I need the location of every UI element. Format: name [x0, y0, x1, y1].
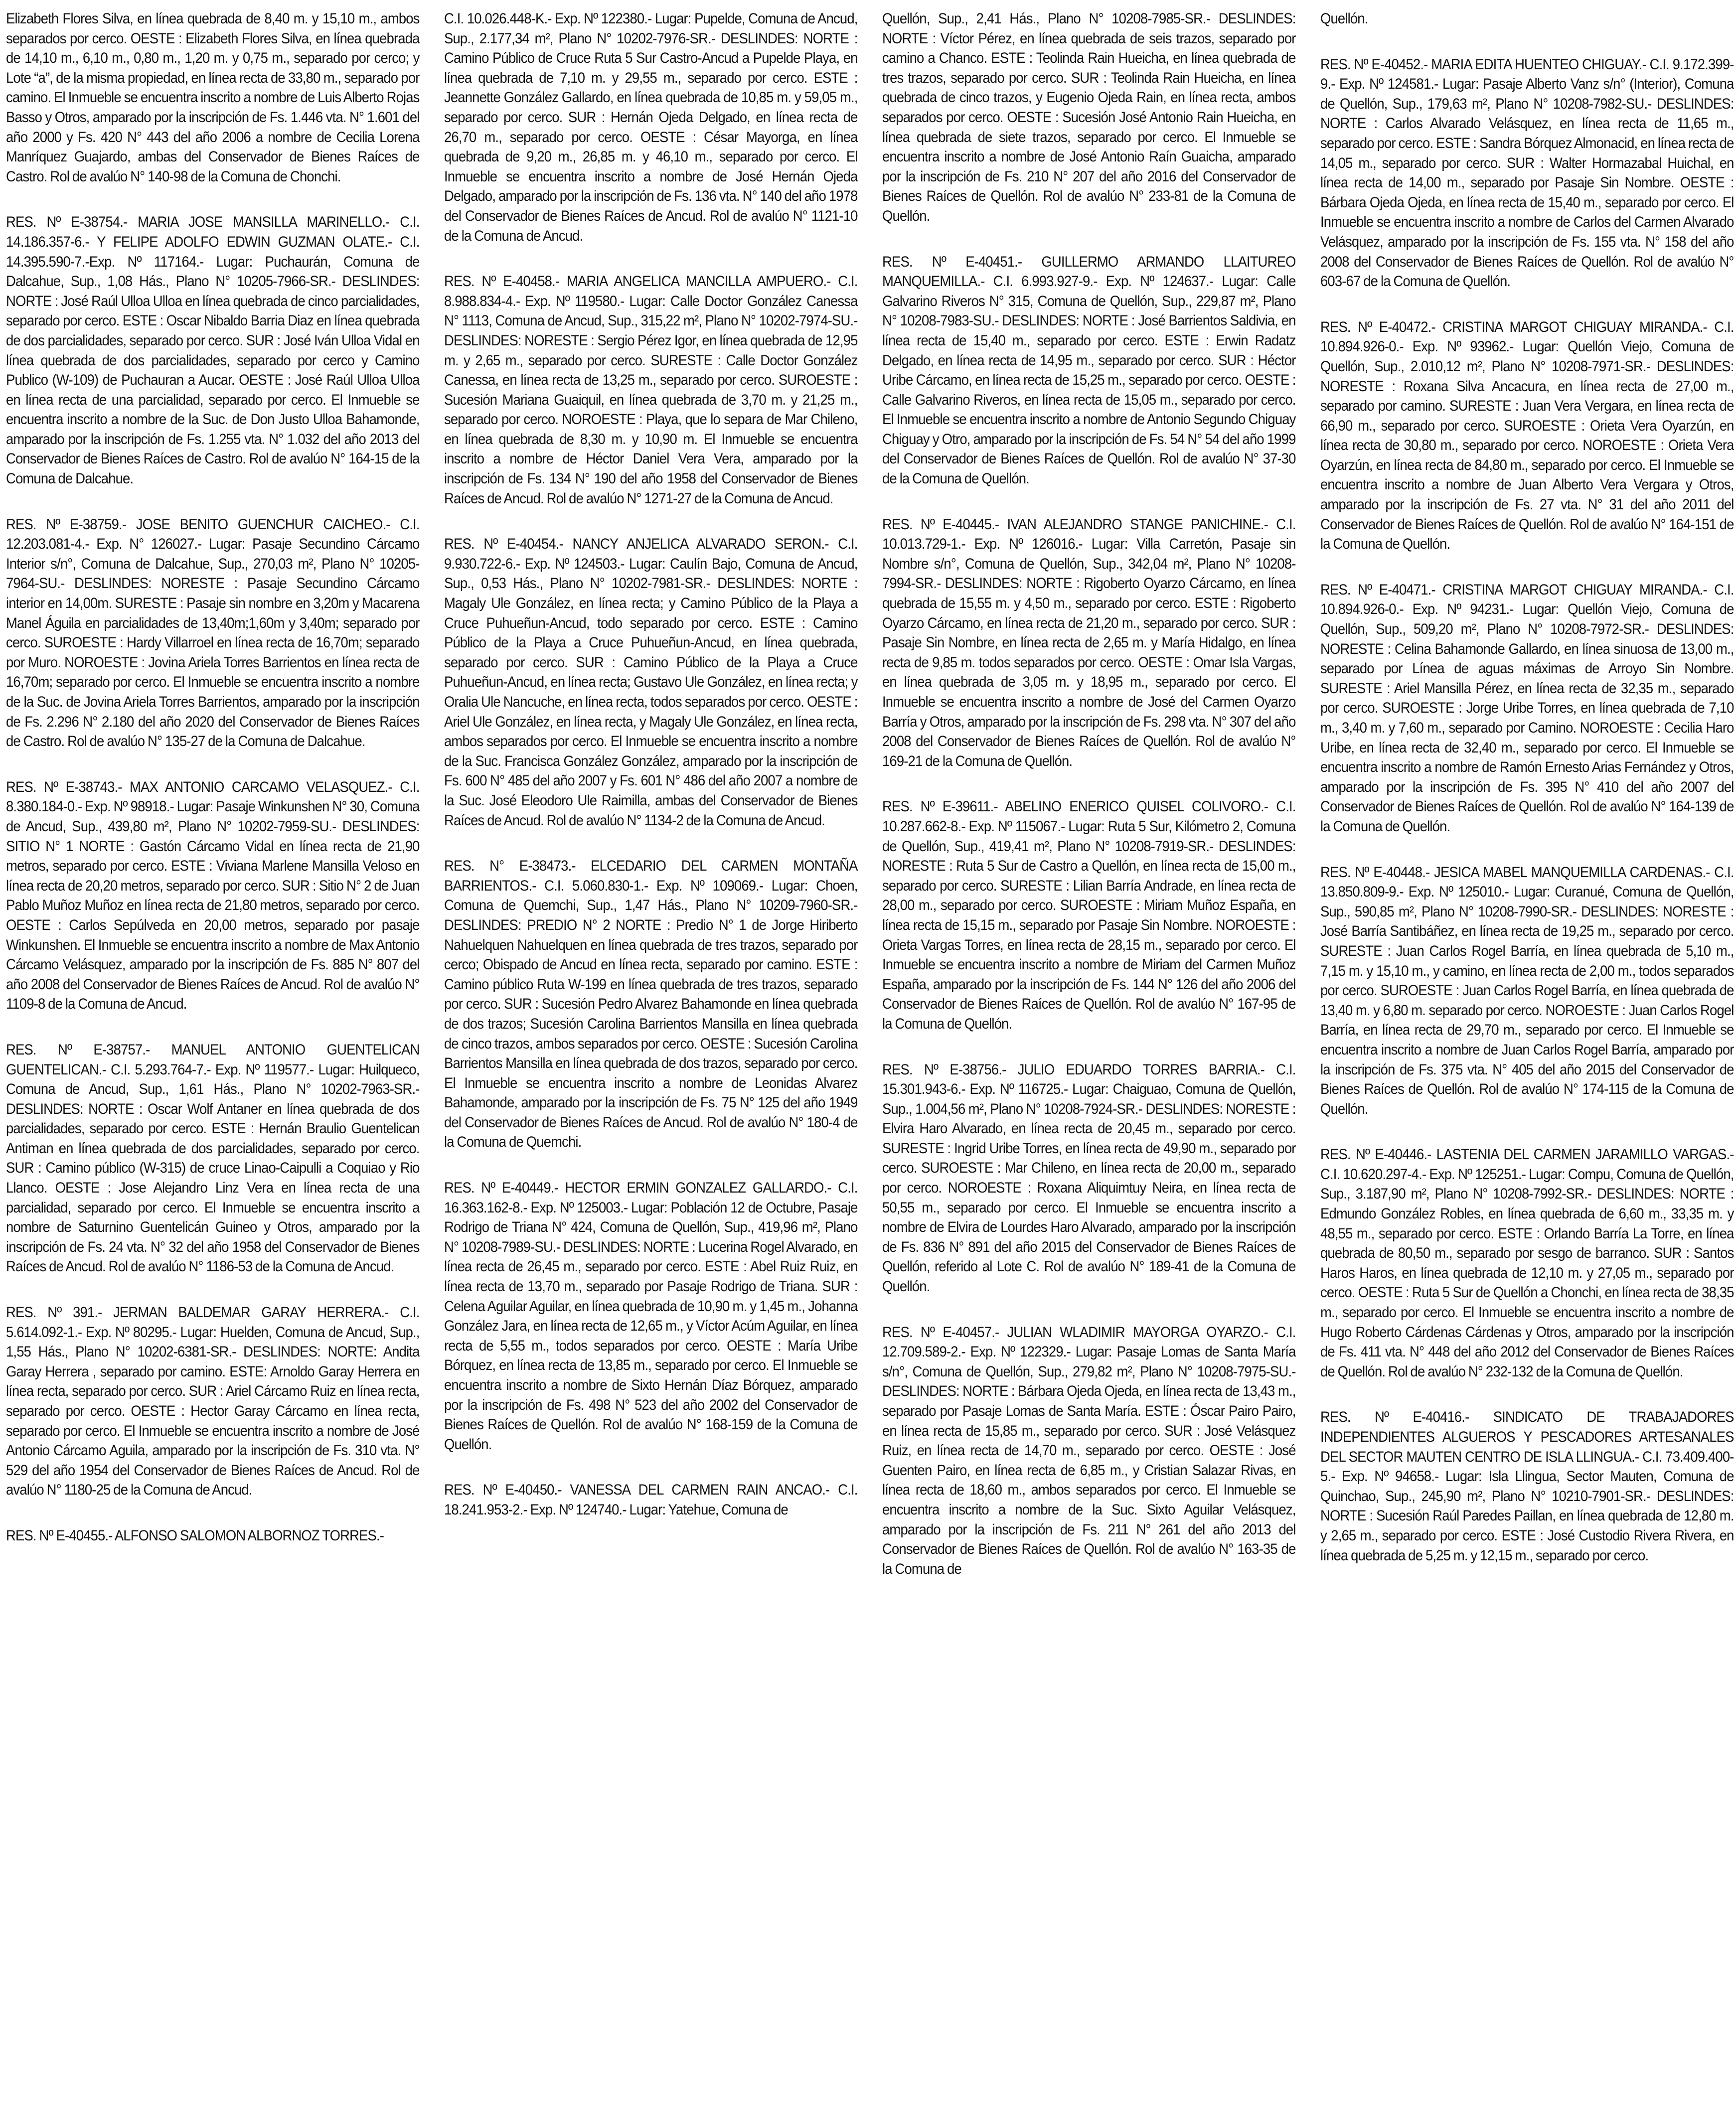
legal-notice: RES. Nº E-40455.- ALFONSO SALOMON ALBORNOZ TORRES.-	[6, 1527, 384, 1544]
column-4	[1320, 9, 1734, 2119]
legal-notice: RES. Nº E-38756.- JULIO EDUARDO TORRES BARRIA.- C.I. 15.301.943-6.- Exp. Nº 116725.- Lugar: Chaiguao, Comuna de Quellón, Sup., 1.004,56 m², Plano N° 10208-7924-SR.- DESLINDES: NORESTE : Elvira Haro Alvarado, en línea recta de 20,45 m., separado por cerco. SURESTE : Ingrid Uribe Torres, en línea recta de 49,90 m., separado por cerco. SUROESTE : Mar Chileno, en línea recta de 20,00 m., separado por cerco. NOROESTE : Roxana Aliquimtuy Neira, en línea recta de 50,55 m., separado por cerco. El Inmueble se encuentra inscrito a nombre de Elvira de Lourdes Haro Alvarado, amparado por la inscripción de Fs. 836 N° 891 del año 2015 del Conservador de Bienes Raíces de Quellón, referido al Lote C. Rol de avalúo N° 189-41 de la Comuna de Quellón.	[882, 1061, 1296, 1295]
column-3	[882, 9, 1296, 2119]
legal-notice: RES. Nº E-40457.- JULIAN WLADIMIR MAYORGA OYARZO.- C.I. 12.709.589-2.- Exp. Nº 122329.- Lugar: Pasaje Lomas de Santa María s/n°, Comuna de Quellón, Sup., 279,82 m², Plano N° 10208-7975-SU.- DESLINDES: NORTE : Bárbara Ojeda Ojeda, en línea recta de 13,43 m., separado por Pasaje Lomas de Santa María. ESTE : Óscar Pairo Pairo, en línea recta de 15,85 m., separado por cerco. SUR : José Velásquez Ruiz, en línea recta de 14,70 m., separado por cerco. OESTE : José Guenten Pairo, en línea recta de 6,85 m., y Cristian Salazar Rivas, en línea recta de 18,60 m., ambos separados por cerco. El Inmueble se encuentra inscrito a nombre de la Suc. Sixto Aguilar Velásquez, amparado por la inscripción de Fs. 211 N° 261 del año 2013 del Conservador de Bienes Raíces de Quellón. Rol de avalúo N° 163-35 de la Comuna de	[882, 1324, 1296, 1577]
legal-notice: RES. Nº E-40445.- IVAN ALEJANDRO STANGE PANICHINE.- C.I. 10.013.729-1.- Exp. Nº 126016.- Lugar: Villa Carretón, Pasaje sin Nombre s/n°, Comuna de Quellón, Sup., 342,04 m², Plano N° 10208-7994-SR.- DESLINDES: NORTE : Rigoberto Oyarzo Cárcamo, en línea quebrada de 15,55 m. y 4,50 m., separado por cerco. ESTE : Rigoberto Oyarzo Cárcamo, en línea recta de 21,20 m., separado por cerco. SUR : Pasaje Sin Nombre, en línea recta de 2,65 m. y María Hidalgo, en línea recta de 9,85 m. todos separados por cerco. OESTE : Omar Isla Vargas, en línea quebrada de 3,05 m. y 18,95 m., separado por cerco. El Inmueble se encuentra inscrito a nombre de José del Carmen Oyarzo Barría y Otros, amparado por la inscripción de Fs. 298 vta. N° 307 del año 2008 del Conservador de Bienes Raíces de Quellón. Rol de avalúo N° 169-21 de la Comuna de Quellón.	[882, 516, 1296, 769]
legal-notice: RES. Nº E-40458.- MARIA ANGELICA MANCILLA AMPUERO.- C.I. 8.988.834-4.- Exp. Nº 119580.- Lugar: Calle Doctor González Canessa N° 1113, Comuna de Ancud, Sup., 315,22 m², Plano N° 10202-7974-SU.- DESLINDES: NORESTE : Sergio Pérez Igor, en línea quebrada de 12,95 m. y 2,65 m., separado por cerco. SURESTE : Calle Doctor González Canessa, en línea recta de 13,25 m., separado por cerco. SUROESTE : Sucesión Mariana Guaiquil, en línea quebrada de 3,70 m. y 21,25 m., separado por cerco. NOROESTE : Playa, que lo separa de Mar Chileno, en línea quebrada de 8,30 m. y 10,90 m. El Inmueble se encuentra inscrito a nombre de Héctor Daniel Vera Vera, amparado por la inscripción de Fs. 134 N° 190 del año 1958 del Conservador de Bienes Raíces de Ancud. Rol de avalúo N° 1271-27 de la Comuna de Ancud.	[444, 273, 858, 507]
legal-notice: RES. Nº E-40472.- CRISTINA MARGOT CHIGUAY MIRANDA.- C.I. 10.894.926-0.- Exp. Nº 93962.- Lugar: Quellón Viejo, Comuna de Quellón, Sup., 2.010,12 m², Plano N° 10208-7971-SR.- DESLINDES: NORESTE : Roxana Silva Ancacura, en línea recta de 27,00 m., separado por camino. SURESTE : Juan Vera Vergara, en línea recta de 66,90 m., separado por cerco. SUROESTE : Orieta Vera Oyarzún, en línea recta de 30,80 m., separado por cerco. NOROESTE : Orieta Vera Oyarzún, en línea recta de 84,80 m., separado por cerco. El Inmueble se encuentra inscrito a nombre de Juan Alberto Vera Vergara y Otros, amparado por la inscripción de Fs. 27 vta. N° 31 del año 2011 del Conservador de Bienes Raíces de Quellón. Rol de avalúo N° 164-151 de la Comuna de Quellón.	[1320, 318, 1734, 553]
legal-notice: RES. Nº E-38759.- JOSE BENITO GUENCHUR CAICHEO.- C.I. 12.203.081-4.- Exp. N° 126027.- Lugar: Pasaje Secundino Cárcamo Interior s/n°, Comuna de Dalcahue, Sup., 270,03 m², Plano N° 10205-7964-SU.- DESLINDES: NORESTE : Pasaje Secundino Cárcamo interior en 14,00m. SURESTE : Pasaje sin nombre en 3,20m y Macarena Manel Águila en parcialidades de 13,40m;1,60m y 3,40m; separado por cerco. SUROESTE : Hardy Villarroel en línea recta de 16,70m; separado por Muro. NOROESTE : Jovina Ariela Torres Barrientos en línea recta de 16,70m; separado por cerco. El Inmueble se encuentra inscrito a nombre de la Suc. de Jovina Ariela Torres Barrientos, amparado por la inscripción de Fs. 2.296 N° 2.180 del año 2020 del Conservador de Bienes Raíces de Castro. Rol de avalúo N° 135-27 de la Comuna de Dalcahue.	[6, 516, 420, 750]
legal-notice: C.I. 10.026.448-K.- Exp. Nº 122380.- Lugar: Pupelde, Comuna de Ancud, Sup., 2.177,34 m², Plano N° 10202-7976-SR.- DESLINDES: NORTE : Camino Público de Cruce Ruta 5 Sur Castro-Ancud a Pupelde Playa, en línea quebrada de 7,10 m. y 29,55 m., separado por cerco. ESTE : Jeannette González Gallardo, en línea quebrada de 10,85 m. y 59,05 m., separado por cerco. SUR : Hernán Ojeda Delgado, en línea recta de 26,70 m., separado por cerco. OESTE : César Mayorga, en línea quebrada de 9,20 m., 26,85 m. y 46,10 m., separado por cerco. El Inmueble se encuentra inscrito a nombre de José Hernán Ojeda Delgado, amparado por la inscripción de Fs. 136 vta. N° 140 del año 1978 del Conservador de Bienes Raíces de Ancud. Rol de avalúo N° 1121-10 de la Comuna de Ancud.	[444, 10, 858, 244]
legal-notice: RES. Nº E-40450.- VANESSA DEL CARMEN RAIN ANCAO.- C.I. 18.241.953-2.- Exp. Nº 124740.- Lugar: Yatehue, Comuna de	[444, 1482, 858, 1518]
legal-notice: RES. N° E-38473.- ELCEDARIO DEL CARMEN MONTAÑA BARRIENTOS.- C.I. 5.060.830-1.- Exp. Nº 109069.- Lugar: Choen, Comuna de Quemchi, Sup., 1,47 Hás., Plano N° 10209-7960-SR.- DESLINDES: PREDIO N° 2 NORTE : Predio N° 1 de Jorge Hiriberto Nahuelquen Nahuelquen en línea quebrada de tres trazos, separado por cerco; Obispado de Ancud en línea recta, separado por camino. ESTE : Camino público Ruta W-199 en línea quebrada de tres trazos, separado por cerco. SUR : Sucesión Pedro Alvarez Bahamonde en línea quebrada de dos trazos; Sucesión Carolina Barrientos Mansilla en línea quebrada de cinco trazos, ambos separados por cerco. OESTE : Sucesión Carolina Barrientos Mansilla en línea quebrada de dos trazos, separado por cerco. El Inmueble se encuentra inscrito a nombre de Leonidas Alvarez Bahamonde, amparado por la inscripción de Fs. 75 N° 125 del año 1949 del Conservador de Bienes Raíces de Ancud. Rol de avalúo N° 180-4 de la Comuna de Quemchi.	[444, 858, 858, 1151]
legal-notice: RES. Nº E-39611.- ABELINO ENERICO QUISEL COLIVORO.- C.I. 10.287.662-8.- Exp. Nº 115067.- Lugar: Ruta 5 Sur, Kilómetro 2, Comuna de Quellón, Sup., 419,41 m², Plano N° 10208-7919-SR.- DESLINDES: NORESTE : Ruta 5 Sur de Castro a Quellón, en línea recta de 15,00 m., separado por cerco. SURESTE : Lilian Barría Andrade, en línea recta de 28,00 m., separado por cerco. SUROESTE : Miriam Muñoz España, en línea recta de 15,15 m., separado por Pasaje Sin Nombre. NOROESTE : Orieta Vargas Torres, en línea recta de 28,15 m., separado por cerco. El Inmueble se encuentra inscrito a nombre de Miriam del Carmen Muñoz España, amparado por la inscripción de Fs. 144 N° 126 del año 2006 del Conservador de Bienes Raíces de Quellón. Rol de avalúo N° 167-95 de la Comuna de Quellón.	[882, 798, 1296, 1032]
legal-notice: RES. Nº E-40452.- MARIA EDITA HUENTEO CHIGUAY.- C.I. 9.172.399-9.- Exp. Nº 124581.- Lugar: Pasaje Alberto Vanz s/n° (Interior), Comuna de Quellón, Sup., 179,63 m², Plano N° 10208-7982-SU.- DESLINDES: NORTE : Carlos Alvarado Velásquez, en línea recta de 11,65 m., separado por cerco. ESTE : Sandra Bórquez Almonacid, en línea recta de 14,05 m., separado por cerco. SUR : Walter Hormazabal Huichal, en línea recta de 14,00 m., separado por Pasaje Sin Nombre. OESTE : Bárbara Ojeda Ojeda, en línea recta de 15,40 m., separado por cerco. El Inmueble se encuentra inscrito a nombre de Carlos del Carmen Alvarado Velásquez, amparado por la inscripción de Fs. 155 vta. N° 158 del año 2008 del Conservador de Bienes Raíces de Quellón. Rol de avalúo N° 603-67 de la Comuna de Quellón.	[1320, 56, 1734, 290]
legal-notice: RES. Nº E-40449.- HECTOR ERMIN GONZALEZ GALLARDO.- C.I. 16.363.162-8.- Exp. Nº 125003.- Lugar: Población 12 de Octubre, Pasaje Rodrigo de Triana N° 424, Comuna de Quellón, Sup., 419,96 m², Plano N° 10208-7989-SU.- DESLINDES: NORTE : Lucerina Rogel Alvarado, en línea recta de 26,45 m., separado por cerco. ESTE : Abel Ruiz Ruiz, en línea recta de 13,70 m., separado por Pasaje Rodrigo de Triana. SUR : Celena Aguilar Aguilar, en línea quebrada de 10,90 m. y 1,45 m., Johanna González Jara, en línea recta de 12,65 m., y Víctor Acúm Aguilar, en línea recta de 5,55 m., todos separados por cerco. OESTE : María Uribe Bórquez, en línea recta de 13,85 m., separado por cerco. El Inmueble se encuentra inscrito a nombre de Sixto Hernán Díaz Bórquez, amparado por la inscripción de Fs. 498 N° 523 del año 2002 del Conservador de Bienes Raíces de Quellón. Rol de avalúo N° 168-159 de la Comuna de Quellón.	[444, 1180, 858, 1453]
legal-notice: RES. Nº E-40454.- NANCY ANJELICA ALVARADO SERON.- C.I. 9.930.722-6.- Exp. Nº 124503.- Lugar: Caulín Bajo, Comuna de Ancud, Sup., 0,53 Hás., Plano N° 10202-7981-SR.- DESLINDES: NORTE : Magaly Ule González, en línea recta; y Camino Público de la Playa a Cruce Puhueñun-Ancud, todo separado por cerco. ESTE : Camino Público de la Playa a Cruce Puhueñun-Ancud, en línea quebrada, separado por cerco. SUR : Camino Público de la Playa a Cruce Puhueñun-Ancud, en línea recta; Gustavo Ule González, en línea recta; y Oralia Ule Nancuche, en línea recta, todos separados por cerco. OESTE : Ariel Ule González, en línea recta, y Magaly Ule González, en línea recta, ambos separados por cerco. El Inmueble se encuentra inscrito a nombre de la Suc. Francisca González González, amparado por la inscripción de Fs. 600 N° 485 del año 2007 y Fs. 601 N° 486 del año 2007 a nombre de la Suc. José Eleodoro Ule Raimilla, ambas del Conservador de Bienes Raíces de Ancud. Rol de avalúo N° 1134-2 de la Comuna de Ancud.	[444, 536, 858, 829]
legal-notice: RES. Nº 391.- JERMAN BALDEMAR GARAY HERRERA.- C.I. 5.614.092-1.- Exp. Nº 80295.- Lugar: Huelden, Comuna de Ancud, Sup., 1,55 Hás., Plano N° 10202-6381-SR.- DESLINDES: NORTE: Andita Garay Herrera , separado por camino. ESTE: Arnoldo Garay Herrera en línea recta, separado por cerco. SUR : Ariel Cárcamo Ruiz en línea recta, separado por cerco. OESTE : Hector Garay Cárcamo en línea recta, separado por cerco. El Inmueble se encuentra inscrito a nombre de José Antonio Cárcamo Aguila, amparado por la inscripción de Fs. 310 vta. N° 529 del año 1954 del Conservador de Bienes Raíces de Ancud. Rol de avalúo N° 1180-25 de la Comuna de Ancud.	[6, 1304, 420, 1499]
legal-notice: RES. Nº E-40471.- CRISTINA MARGOT CHIGUAY MIRANDA.- C.I. 10.894.926-0.- Exp. Nº 94231.- Lugar: Quellón Viejo, Comuna de Quellón, Sup., 509,20 m², Plano N° 10208-7972-SR.- DESLINDES: NORESTE : Celina Bahamonde Gallardo, en línea sinuosa de 13,00 m., separado por Línea de aguas máximas de Arroyo Sin Nombre. SURESTE : Ariel Mansilla Pérez, en línea recta de 32,35 m., separado por cerco. SUROESTE : Jorge Uribe Torres, en línea quebrada de 7,10 m., 3,40 m. y 7,60 m., separado por Camino. NOROESTE : Cecilia Haro Uribe, en línea recta de 32,40 m., separado por cerco. El Inmueble se encuentra inscrito a nombre de Ramón Ernesto Arias Fernández y Otros, amparado por la inscripción de Fs. 395 N° 410 del año 2007 del Conservador de Bienes Raíces de Quellón. Rol de avalúo N° 164-139 de la Comuna de Quellón.	[1320, 581, 1734, 835]
legal-notice: Elizabeth Flores Silva, en línea quebrada de 8,40 m. y 15,10 m., ambos separados por cerco. OESTE : Elizabeth Flores Silva, en línea quebrada de 14,10 m., 6,10 m., 0,80 m., 1,20 m. y 0,75 m., separado por cerco; y Lote “a”, de la misma propiedad, en línea recta de 33,80 m., separado por camino. El Inmueble se encuentra inscrito a nombre de Luis Alberto Rojas Basso y Otros, amparado por la inscripción de Fs. 1.446 vta. N° 1.601 del año 2000 y Fs. 420 N° 443 del año 2006 a nombre de Cecilia Lorena Manríquez Guajardo, ambas del Conservador de Bienes Raíces de Castro. Rol de avalúo N° 140-98 de la Comuna de Chonchi.	[6, 10, 420, 185]
legal-notice: RES. Nº E-40446.- LASTENIA DEL CARMEN JARAMILLO VARGAS.- C.I. 10.620.297-4.- Exp. Nº 125251.- Lugar: Compu, Comuna de Quellón, Sup., 3.187,90 m², Plano N° 10208-7992-SR.- DESLINDES: NORTE : Edmundo González Robles, en línea quebrada de 6,60 m., 33,35 m. y 48,55 m., separado por cerco. ESTE : Orlando Barría La Torre, en línea quebrada de 80,50 m., separado por sesgo de barranco. SUR : Santos Haros Haros, en línea quebrada de 12,10 m. y 27,05 m., separado por cerco. OESTE : Ruta 5 Sur de Quellón a Chonchi, en línea recta de 38,35 m., separado por cerco. El Inmueble se encuentra inscrito a nombre de Hugo Roberto Cárdenas Cárdenas y Otros, amparado por la inscripción de Fs. 411 vta. N° 448 del año 2012 del Conservador de Bienes Raíces de Quellón. Rol de avalúo N° 232-132 de la Comuna de Quellón.	[1320, 1146, 1734, 1380]
column-2	[444, 9, 858, 2119]
legal-notice: RES. Nº E-38754.- MARIA JOSE MANSILLA MARINELLO.- C.I. 14.186.357-6.- Y FELIPE ADOLFO EDWIN GUZMAN OLATE.- C.I. 14.395.590-7.-Exp. Nº 117164.- Lugar: Puchaurán, Comuna de Dalcahue, Sup., 1,08 Hás., Plano N° 10205-7966-SR.- DESLINDES: NORTE : José Raúl Ulloa Ulloa en línea quebrada de cinco parcialidades, separado por cerco. ESTE : Oscar Nibaldo Barria Diaz en línea quebrada de dos parcialidades, separado por cerco. SUR : José Iván Ulloa Vidal en línea quebrada de dos parcialidades, separado por cerco y Camino Publico (W-109) de Puchauran a Aucar. OESTE : José Raúl Ulloa Ulloa en línea recta de una parcialidad, separado por cerco. El Inmueble se encuentra inscrito a nombre de la Suc. de Don Justo Ulloa Bahamonde, amparado por la inscripción de Fs. 1.255 vta. N° 1.032 del año 2013 del Conservador de Bienes Raíces de Castro. Rol de avalúo N° 164-15 de la Comuna de Dalcahue.	[6, 214, 420, 487]
legal-notice: RES. Nº E-40416.- SINDICATO DE TRABAJADORES INDEPENDIENTES ALGUEROS Y PESCADORES ARTESANALES DEL SECTOR MAUTEN CENTRO DE ISLA LLINGUA.- C.I. 73.409.400-5.- Exp. Nº 94658.- Lugar: Isla Llingua, Sector Mauten, Comuna de Quinchao, Sup., 245,90 m², Plano N° 10210-7901-SR.- DESLINDES: NORTE : Sucesión Raúl Paredes Paillan, en línea quebrada de 12,80 m. y 2,65 m., separado por cerco. ESTE : José Custodio Rivera Rivera, en línea quebrada de 5,25 m. y 12,15 m., separado por cerco.	[1320, 1409, 1734, 1564]
legal-notice: Quellón, Sup., 2,41 Hás., Plano N° 10208-7985-SR.- DESLINDES: NORTE : Víctor Pérez, en línea quebrada de seis trazos, separado por camino a Chanco. ESTE : Teolinda Rain Hueicha, en línea quebrada de tres trazos, separado por cerco. SUR : Teolinda Rain Hueicha, en línea quebrada de cinco trazos, y Eugenio Ojeda Rain, en línea recta, ambos separados por cerco. OESTE : Sucesión José Antonio Rain Hueicha, en línea quebrada de siete trazos, separado por cerco. El Inmueble se encuentra inscrito a nombre de José Antonio Raín Guaicha, amparado por la inscripción de Fs. 210 N° 207 del año 2016 del Conservador de Bienes Raíces de Quellón. Rol de avalúo N° 233-81 de la Comuna de Quellón.	[882, 10, 1296, 224]
legal-notice: RES. Nº E-40448.- JESICA MABEL MANQUEMILLA CARDENAS.- C.I. 13.850.809-9.- Exp. Nº 125010.- Lugar: Curanué, Comuna de Quellón, Sup., 590,85 m², Plano N° 10208-7990-SR.- DESLINDES: NORESTE : José Barría Santibáñez, en línea recta de 19,25 m., separado por cerco. SURESTE : Juan Carlos Rogel Barría, en línea quebrada de 5,10 m., 7,15 m. y 15,10 m., y camino, en línea recta de 2,00 m., todos separados por cerco. SUROESTE : Juan Carlos Rogel Barría, en línea quebrada de 13,40 m. y 6,80 m. separado por cerco. NOROESTE : Juan Carlos Rogel Barría, en línea recta de 29,70 m., separado por cerco. El Inmueble se encuentra inscrito a nombre de Juan Carlos Rogel Barría, amparado por la inscripción de Fs. 375 vta. N° 405 del año 2015 del Conservador de Bienes Raíces de Quellón. Rol de avalúo N° 174-115 de la Comuna de Quellón.	[1320, 864, 1734, 1117]
legal-notice: RES. Nº E-38743.- MAX ANTONIO CARCAMO VELASQUEZ.- C.I. 8.380.184-0.- Exp. Nº 98918.- Lugar: Pasaje Winkunshen N° 30, Comuna de Ancud, Sup., 439,80 m², Plano N° 10202-7959-SU.- DESLINDES: SITIO N° 1 NORTE : Gastón Cárcamo Vidal en línea recta de 21,90 metros, separado por cerco. ESTE : Viviana Marlene Mansilla Veloso en línea recta de 20,20 metros, separado por cerco. SUR : Sitio N° 2 de Juan Pablo Muñoz Muñoz en línea recta de 21,80 metros, separado por cerco. OESTE : Carlos Sepúlveda en 20,00 metros, separado por pasaje Winkunshen. El Inmueble se encuentra inscrito a nombre de Max Antonio Cárcamo Velásquez, amparado por la inscripción de Fs. 885 N° 807 del año 2008 del Conservador de Bienes Raíces de Ancud. Rol de avalúo N° 1109-8 de la Comuna de Ancud.	[6, 778, 420, 1013]
column-1	[6, 9, 420, 2119]
legal-notice: RES. Nº E-40451.- GUILLERMO ARMANDO LLAITUREO MANQUEMILLA.- C.I. 6.993.927-9.- Exp. Nº 124637.- Lugar: Calle Galvarino Riveros N° 315, Comuna de Quellón, Sup., 229,87 m², Plano N° 10208-7983-SU.- DESLINDES: NORTE : José Barrientos Saldivia, en línea recta de 15,40 m., separado por cerco. ESTE : Erwin Radatz Delgado, en línea recta de 14,95 m., separado por cerco. SUR : Héctor Uribe Cárcamo, en línea recta de 15,25 m., separado por cerco. OESTE : Calle Galvarino Riveros, en línea recta de 15,05 m., separado por cerco. El Inmueble se encuentra inscrito a nombre de Antonio Segundo Chiguay Chiguay y Otro, amparado por la inscripción de Fs. 54 N° 54 del año 1999 del Conservador de Bienes Raíces de Quellón. Rol de avalúo N° 37-30 de la Comuna de Quellón.	[882, 253, 1296, 487]
legal-notice: Quellón.	[1320, 10, 1368, 27]
legal-notice: RES. Nº E-38757.- MANUEL ANTONIO GUENTELICAN GUENTELICAN.- C.I. 5.293.764-7.- Exp. Nº 119577.- Lugar: Huilqueco, Comuna de Ancud, Sup., 1,61 Hás., Plano N° 10202-7963-SR.- DESLINDES: NORTE : Oscar Wolf Antaner en línea quebrada de dos parcialidades, separado por cerco. ESTE : Hernán Braulio Guentelican Antiman en línea quebrada de dos parcialidades, separado por cerco. SUR : Camino público (W-315) de cruce Linao-Caipulli a Coquiao y Rio Llanco. OESTE : Jose Alejandro Linz Vera en línea recta de una parcialidad, separado por cerco. El Inmueble se encuentra inscrito a nombre de Saturnino Guentelicán Guineo y Otros, amparado por la inscripción de Fs. 24 vta. N° 32 del año 1958 del Conservador de Bienes Raíces de Ancud. Rol de avalúo N° 1186-53 de la Comuna de Ancud.	[6, 1041, 420, 1275]
